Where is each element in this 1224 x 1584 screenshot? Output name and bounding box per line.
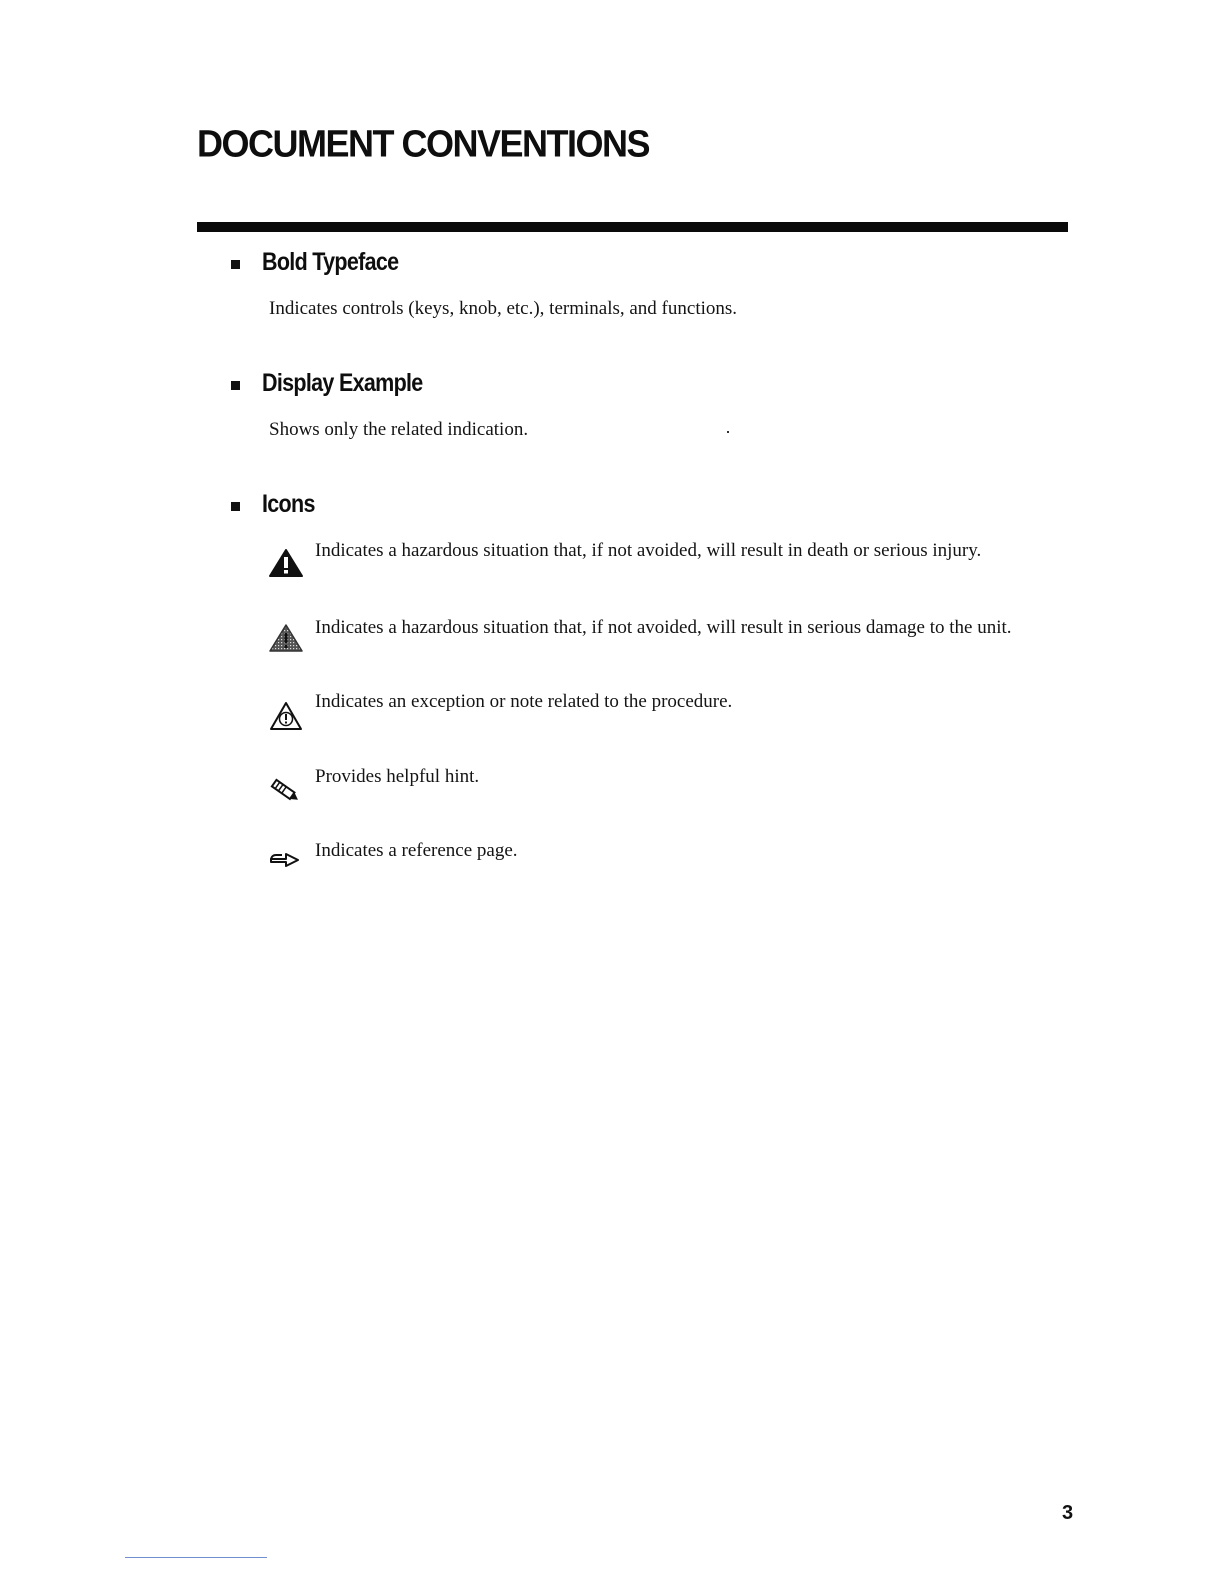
section-heading-text: Icons	[262, 490, 315, 518]
section-heading-text: Display Example	[262, 369, 423, 397]
section-heading-display-example	[231, 369, 449, 398]
note-icon-description: Indicates an exception or note related to the procedure.	[315, 691, 733, 712]
page-number: 3	[1062, 1502, 1074, 1524]
danger-icon	[268, 548, 304, 584]
page-title: DOCUMENT CONVENTIONS	[197, 122, 650, 166]
footer-line	[125, 1557, 267, 1558]
caution-icon-description: Indicates a hazardous situation that, if not avoided, will result in serious damage to the unit.	[315, 617, 1012, 638]
hint-pencil-icon	[268, 778, 304, 814]
reference-arrow-icon	[268, 846, 304, 882]
caution-icon	[268, 623, 304, 659]
bullet-icon	[231, 381, 240, 390]
reference-icon-description: Indicates a reference page.	[315, 840, 518, 861]
section-heading-bold-typeface	[231, 248, 421, 277]
stray-dot	[727, 431, 729, 433]
bullet-icon	[231, 502, 240, 511]
note-icon	[268, 701, 304, 737]
hint-icon-description: Provides helpful hint.	[315, 766, 480, 787]
display-example-description: Shows only the related indication.	[269, 419, 529, 440]
section-heading-icons	[231, 490, 323, 519]
title-rule	[197, 222, 1068, 232]
section-heading-text: Bold Typeface	[262, 248, 399, 276]
bullet-icon	[231, 260, 240, 269]
bold-typeface-description: Indicates controls (keys, knob, etc.), terminals, and functions.	[269, 298, 738, 319]
danger-icon-description: Indicates a hazardous situation that, if not avoided, will result in death or serious injury.	[315, 540, 982, 561]
